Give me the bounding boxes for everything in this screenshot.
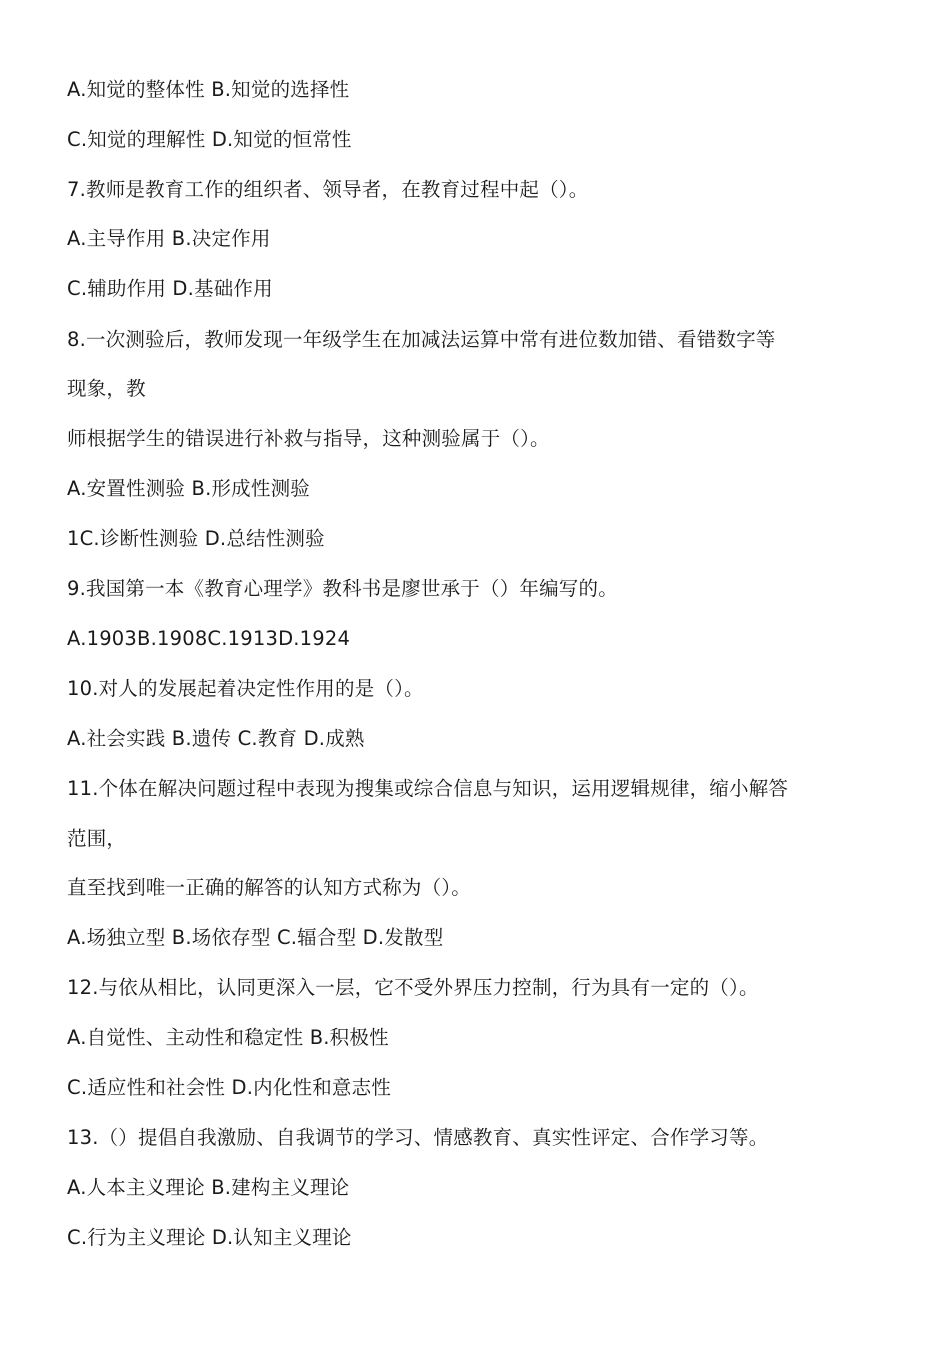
text-line: A.人本主义理论 B.建构主义理论 (67, 1176, 350, 1199)
text-line: 11.个体在解决问题过程中表现为搜集或综合信息与知识，运用逻辑规律，缩小解答 (67, 777, 789, 800)
text-line: 13.（）提倡自我激励、自我调节的学习、情感教育、真实性评定、合作学习等。 (67, 1126, 769, 1149)
text-line: A.主导作用 B.决定作用 (67, 227, 271, 250)
text-line: 直至找到唯一正确的解答的认知方式称为（）。 (67, 876, 471, 899)
text-line: 8.一次测验后，教师发现一年级学生在加减法运算中常有进位数加错、看错数字等 (67, 328, 776, 351)
text-line: 1C.诊断性测验 D.总结性测验 (67, 527, 325, 550)
text-line: 10.对人的发展起着决定性作用的是（）。 (67, 677, 424, 700)
text-line: 7.教师是教育工作的组织者、领导者，在教育过程中起（）。 (67, 178, 589, 201)
text-line: A.安置性测验 B.形成性测验 (67, 477, 310, 500)
text-line: 现象，教 (67, 377, 146, 400)
text-line: A.1903B.1908C.1913D.1924 (67, 627, 351, 650)
text-line: 12.与依从相比，认同更深入一层，它不受外界压力控制，行为具有一定的（）。 (67, 976, 759, 999)
text-line: A.自觉性、主动性和稳定性 B.积极性 (67, 1026, 389, 1049)
text-line: A.社会实践 B.遗传 C.教育 D.成熟 (67, 727, 365, 750)
text-line: 师根据学生的错误进行补救与指导，这种测验属于（）。 (67, 427, 550, 450)
text-line: C.知觉的理解性 D.知觉的恒常性 (67, 128, 352, 151)
text-line: 范围， (67, 827, 127, 850)
text-line: 9.我国第一本《教育心理学》教科书是廖世承于（）年编写的。 (67, 577, 618, 600)
text-line: C.行为主义理论 D.认知主义理论 (67, 1226, 352, 1249)
text-line: C.适应性和社会性 D.内化性和意志性 (67, 1076, 392, 1099)
text-line: A.知觉的整体性 B.知觉的选择性 (67, 78, 350, 101)
text-line: C.辅助作用 D.基础作用 (67, 277, 273, 300)
text-line: A.场独立型 B.场依存型 C.辐合型 D.发散型 (67, 926, 444, 949)
